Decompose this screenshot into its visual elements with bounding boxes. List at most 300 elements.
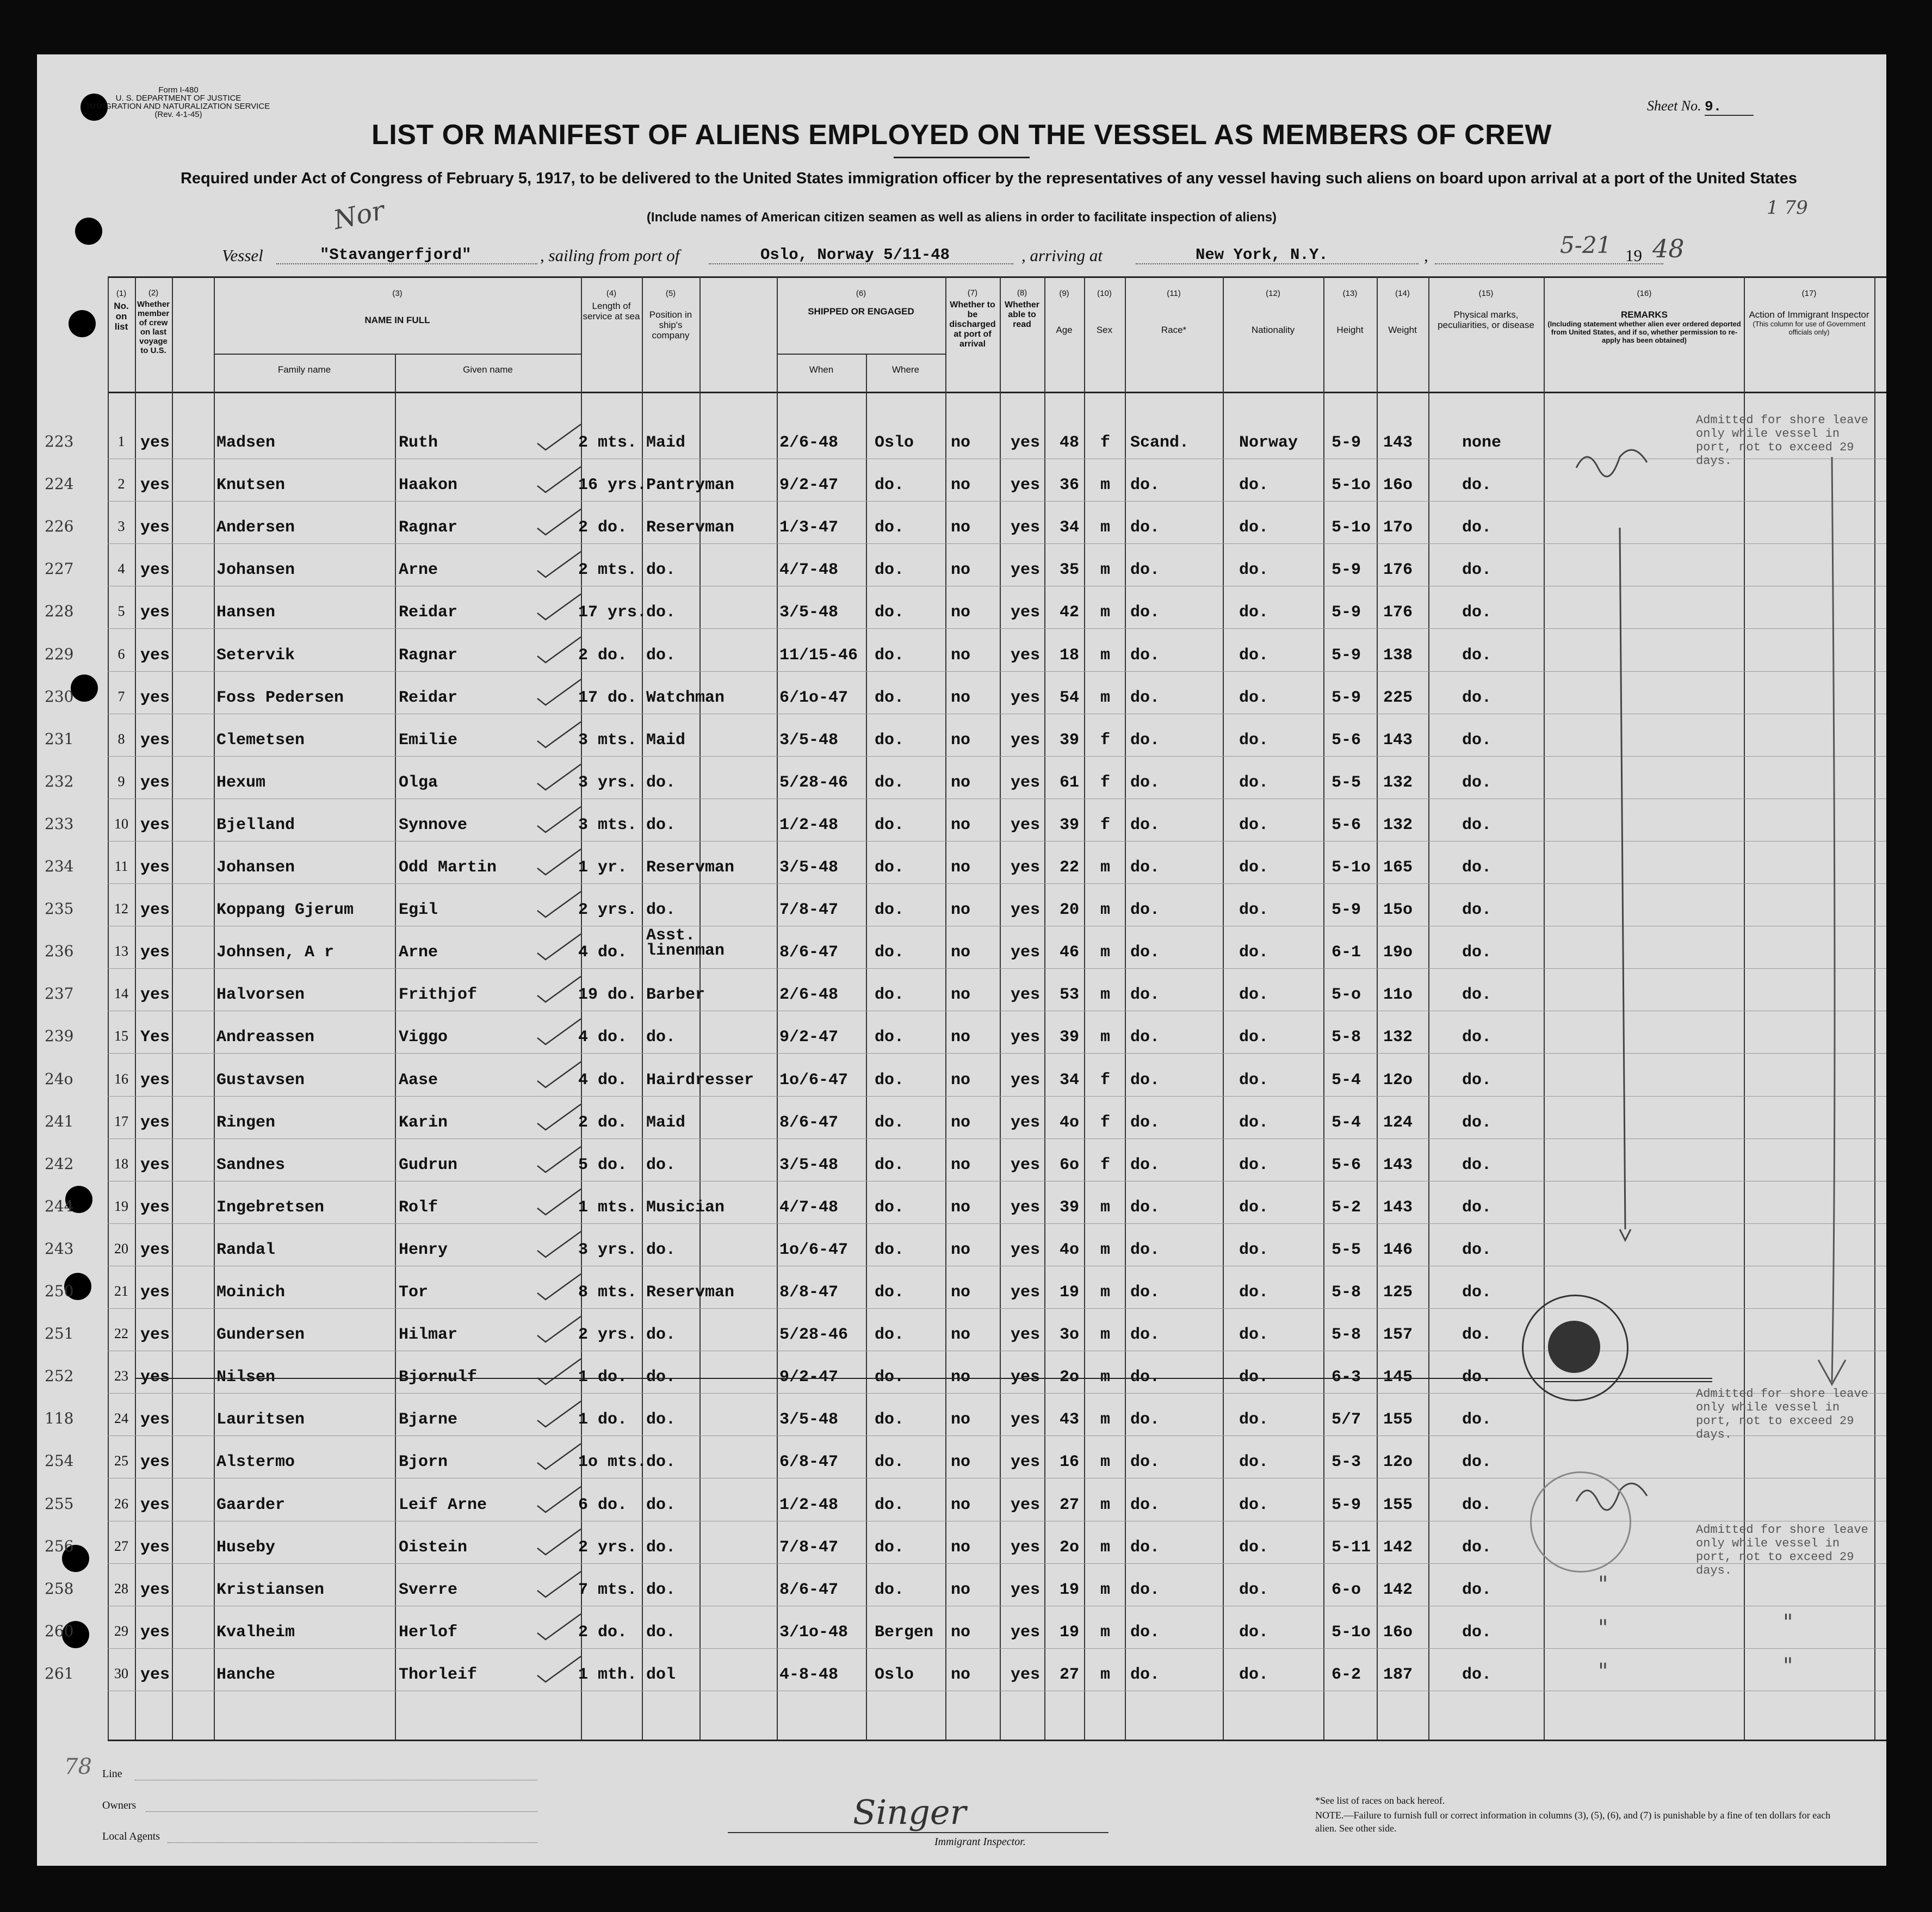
- left-row-number: 260: [45, 1622, 74, 1640]
- able-to-read: yes: [1011, 1538, 1041, 1557]
- remarks-admitted-3: Admitted for shore leave only while vessel in port, not to exceed 29 days.: [1696, 1523, 1868, 1577]
- shipped-where: do.: [875, 476, 905, 495]
- height: 6-1: [1332, 943, 1361, 962]
- left-row-number: 227: [45, 560, 74, 578]
- age: 39: [1060, 1028, 1080, 1047]
- able-to-read: yes: [1011, 1495, 1041, 1514]
- weight: 143: [1383, 731, 1413, 750]
- nationality: do.: [1239, 773, 1269, 792]
- physical-marks: do.: [1462, 561, 1492, 580]
- col-rule: [135, 276, 136, 1740]
- age: 39: [1060, 1198, 1080, 1217]
- crew-last-voyage: yes: [140, 1623, 170, 1642]
- sex: m: [1100, 943, 1111, 962]
- discharged: no: [951, 434, 971, 452]
- sex: f: [1100, 1071, 1111, 1090]
- family-name: Andersen: [216, 518, 295, 537]
- left-row-number: 235: [45, 900, 74, 918]
- sex: m: [1100, 476, 1111, 495]
- shipped-when: 3/5-48: [779, 603, 839, 622]
- left-row-number: 258: [45, 1579, 74, 1598]
- crew-last-voyage: yes: [140, 986, 170, 1005]
- sheet-number-value: 9.: [1705, 98, 1754, 116]
- crew-last-voyage: yes: [140, 1071, 170, 1090]
- discharged: no: [951, 561, 971, 580]
- check-mark-icon: [535, 1526, 584, 1559]
- position: do.: [646, 1028, 676, 1047]
- row-number: 15: [114, 1028, 128, 1044]
- nationality: do.: [1239, 1113, 1269, 1132]
- position: do.: [646, 1538, 676, 1557]
- crew-last-voyage: yes: [140, 815, 170, 834]
- row-number: 17: [114, 1113, 128, 1129]
- age: 19: [1060, 1580, 1080, 1599]
- position: dol: [646, 1665, 676, 1684]
- page-title: LIST OR MANIFEST OF ALIENS EMPLOYED ON THE VESSEL AS MEMBERS OF CREW: [371, 119, 1552, 151]
- shipped-where: do.: [875, 1580, 905, 1599]
- race: do.: [1130, 1580, 1160, 1599]
- nationality: do.: [1239, 518, 1269, 537]
- given-name: Odd Martin: [399, 858, 497, 877]
- given-name: Ruth: [399, 434, 438, 452]
- able-to-read: yes: [1011, 731, 1041, 750]
- weight: 125: [1383, 1283, 1413, 1302]
- nationality: do.: [1239, 561, 1269, 580]
- shipped-where: do.: [875, 1368, 905, 1387]
- weight: 138: [1383, 646, 1413, 665]
- length-of-service: 2 do.: [578, 1113, 628, 1132]
- shipped-when: 5/28-46: [779, 1326, 849, 1345]
- given-name: Frithjof: [399, 986, 478, 1005]
- age: 4o: [1060, 1240, 1080, 1259]
- crew-last-voyage: yes: [140, 1580, 170, 1599]
- col-rule: [1000, 276, 1001, 1740]
- sex: f: [1100, 434, 1111, 452]
- shipped-where: do.: [875, 603, 905, 622]
- race: do.: [1130, 1410, 1160, 1430]
- left-row-number: 255: [45, 1494, 74, 1513]
- race: do.: [1130, 646, 1160, 665]
- sex: m: [1100, 688, 1111, 707]
- check-mark-icon: [535, 1186, 584, 1219]
- header-col-2: (2) Whether member of crew on last voyage to U.S.: [137, 288, 170, 355]
- local-agents-label: Local Agents: [102, 1830, 160, 1842]
- race: do.: [1130, 1283, 1160, 1302]
- race: do.: [1130, 1155, 1160, 1174]
- header-col-4: (4) Length of service at sea: [583, 289, 640, 321]
- race: do.: [1130, 986, 1160, 1005]
- given-name: Bjorn: [399, 1453, 448, 1472]
- shipped-where: do.: [875, 1410, 905, 1430]
- check-mark-icon: [535, 422, 584, 454]
- sailing-port: Oslo, Norway 5/11-48: [760, 246, 950, 264]
- height: 5-9: [1332, 603, 1361, 622]
- shipped-where: Oslo: [875, 434, 914, 452]
- col-rule: [214, 276, 215, 1740]
- weight: 15o: [1383, 901, 1413, 920]
- family-name: Gaarder: [216, 1495, 286, 1514]
- position: do.: [646, 773, 676, 792]
- height: 5-9: [1332, 688, 1361, 707]
- col-rule: [945, 276, 946, 1740]
- discharged: no: [951, 986, 971, 1005]
- given-name: Thorleif: [399, 1665, 478, 1684]
- left-row-number: 234: [45, 857, 74, 875]
- able-to-read: yes: [1011, 434, 1041, 452]
- height: 5-8: [1332, 1028, 1361, 1047]
- check-mark-icon: [535, 804, 584, 837]
- shipped-where: do.: [875, 1283, 905, 1302]
- left-row-number: 252: [45, 1367, 74, 1385]
- age: 19: [1060, 1623, 1080, 1642]
- race: do.: [1130, 518, 1160, 537]
- discharged: no: [951, 731, 971, 750]
- check-mark-icon: [535, 889, 584, 921]
- sex: f: [1100, 1113, 1111, 1132]
- height: 6-3: [1332, 1368, 1361, 1387]
- physical-marks: do.: [1462, 1326, 1492, 1345]
- able-to-read: yes: [1011, 603, 1041, 622]
- given-name: Henry: [399, 1240, 448, 1259]
- nationality: do.: [1239, 1198, 1269, 1217]
- height: 6-2: [1332, 1665, 1361, 1684]
- length-of-service: 2 mts.: [578, 561, 637, 580]
- row-number: 21: [114, 1283, 128, 1299]
- weight: 157: [1383, 1326, 1413, 1345]
- given-name: Arne: [399, 943, 438, 962]
- weight: 225: [1383, 688, 1413, 707]
- shipped-when: 5/28-46: [779, 773, 849, 792]
- able-to-read: yes: [1011, 943, 1041, 962]
- age: 2o: [1060, 1538, 1080, 1557]
- shipped-when: 8/6-47: [779, 1113, 839, 1132]
- discharged: no: [951, 1113, 971, 1132]
- height: 5-2: [1332, 1198, 1361, 1217]
- position: do.: [646, 1155, 676, 1174]
- able-to-read: yes: [1011, 773, 1041, 792]
- length-of-service: 7 mts.: [578, 1580, 637, 1599]
- check-mark-icon: [535, 464, 584, 497]
- able-to-read: yes: [1011, 1665, 1041, 1684]
- able-to-read: yes: [1011, 1028, 1041, 1047]
- consular-stamp: [1522, 1295, 1628, 1401]
- form-line: IMMIGRATION AND NATURALIZATION SERVICE: [86, 102, 270, 111]
- position: Maid: [646, 1113, 686, 1132]
- physical-marks: do.: [1462, 1538, 1492, 1557]
- length-of-service: 2 yrs.: [578, 1326, 637, 1345]
- punch-hole: [69, 310, 96, 337]
- able-to-read: yes: [1011, 646, 1041, 665]
- height: 5-1o: [1332, 1623, 1371, 1642]
- sex: m: [1100, 858, 1111, 877]
- row-number: 9: [117, 773, 125, 789]
- position: do.: [646, 646, 676, 665]
- physical-marks: do.: [1462, 986, 1492, 1005]
- left-row-number: 239: [45, 1027, 74, 1045]
- inspector-label: Immigrant Inspector.: [934, 1836, 1026, 1848]
- length-of-service: 1 do.: [578, 1410, 628, 1430]
- weight: 132: [1383, 1028, 1413, 1047]
- family-name: Sandnes: [216, 1155, 286, 1174]
- able-to-read: yes: [1011, 561, 1041, 580]
- age: 19: [1060, 1283, 1080, 1302]
- physical-marks: do.: [1462, 1623, 1492, 1642]
- left-row-number: 237: [45, 985, 74, 1003]
- race: do.: [1130, 1623, 1160, 1642]
- age: 27: [1060, 1495, 1080, 1514]
- height: 5-o: [1332, 986, 1361, 1005]
- check-mark-icon: [535, 762, 584, 794]
- given-name: Herlof: [399, 1623, 458, 1642]
- ditto-mark: ": [1598, 1572, 1608, 1597]
- row-number: 23: [114, 1368, 128, 1384]
- left-row-number: 254: [45, 1452, 74, 1470]
- shipped-when: 8/8-47: [779, 1283, 839, 1302]
- given-name: Oistein: [399, 1538, 468, 1557]
- height: 5-1o: [1332, 518, 1371, 537]
- race: do.: [1130, 603, 1160, 622]
- age: 3o: [1060, 1326, 1080, 1345]
- able-to-read: yes: [1011, 858, 1041, 877]
- family-name: Gustavsen: [216, 1071, 305, 1090]
- able-to-read: yes: [1011, 1071, 1041, 1090]
- row-number: 27: [114, 1538, 128, 1554]
- weight: 124: [1383, 1113, 1413, 1132]
- left-row-number: 232: [45, 772, 74, 790]
- family-name: Moinich: [216, 1283, 286, 1302]
- form-line: (Rev. 4-1-45): [154, 110, 202, 119]
- family-name: Kristiansen: [216, 1580, 325, 1599]
- shipped-where: Oslo: [875, 1665, 914, 1684]
- height: 5-1o: [1332, 858, 1371, 877]
- physical-marks: do.: [1462, 1113, 1492, 1132]
- height: 5-9: [1332, 646, 1361, 665]
- nationality: do.: [1239, 1665, 1269, 1684]
- given-name: Hilmar: [399, 1326, 458, 1345]
- family-name: Huseby: [216, 1538, 276, 1557]
- family-name: Bjelland: [216, 815, 295, 834]
- discharged: no: [951, 1495, 971, 1514]
- given-name: Ragnar: [399, 518, 458, 537]
- left-row-number: 233: [45, 814, 74, 833]
- height: 5-9: [1332, 561, 1361, 580]
- name-sub-rule: [214, 354, 581, 355]
- race: do.: [1130, 858, 1160, 877]
- given-name: Egil: [399, 901, 438, 920]
- family-name: Gundersen: [216, 1326, 305, 1345]
- sex: m: [1100, 1623, 1111, 1642]
- weight: 176: [1383, 561, 1413, 580]
- shipped-when: 7/8-47: [779, 1538, 839, 1557]
- able-to-read: yes: [1011, 1198, 1041, 1217]
- length-of-service: 19 do.: [578, 986, 637, 1005]
- race-note: *See list of races on back hereof.: [1315, 1795, 1445, 1806]
- check-mark-icon: [535, 1441, 584, 1474]
- col-rule: [395, 354, 396, 1740]
- length-of-service: 5 do.: [578, 1155, 628, 1174]
- length-of-service: 6 do.: [578, 1495, 628, 1514]
- row-number: 3: [117, 518, 125, 535]
- left-row-number: 243: [45, 1239, 74, 1258]
- sex: m: [1100, 1283, 1111, 1302]
- family-name: Ringen: [216, 1113, 276, 1132]
- header-col-1: (1) No. on list: [114, 289, 129, 332]
- position: Maid: [646, 731, 686, 750]
- check-mark-icon: [535, 1356, 584, 1389]
- given-name: Tor: [399, 1283, 429, 1302]
- length-of-service: 8 mts.: [578, 1283, 637, 1302]
- race: do.: [1130, 815, 1160, 834]
- physical-marks: none: [1462, 434, 1502, 452]
- requirement-text: Required under Act of Congress of February 5, 1917, to be delivered to the United States immigration officer by the representatives of any vessel having such aliens on board upon arrival at a port of the United States: [180, 170, 1798, 187]
- position: do.: [646, 1368, 676, 1387]
- given-name: Synnove: [399, 815, 468, 834]
- nationality: do.: [1239, 1368, 1269, 1387]
- sex: m: [1100, 986, 1111, 1005]
- crew-last-voyage: Yes: [140, 1028, 170, 1047]
- shipped-when: 4/7-48: [779, 1198, 839, 1217]
- length-of-service: 4 do.: [578, 943, 628, 962]
- check-mark-icon: [535, 1654, 584, 1686]
- check-mark-icon: [535, 1271, 584, 1304]
- col-rule: [1428, 276, 1429, 1740]
- nationality: do.: [1239, 1495, 1269, 1514]
- physical-marks: do.: [1462, 476, 1492, 495]
- height: 5-5: [1332, 1240, 1361, 1259]
- nationality: do.: [1239, 476, 1269, 495]
- row-number: 10: [114, 815, 128, 832]
- able-to-read: yes: [1011, 986, 1041, 1005]
- crew-last-voyage: yes: [140, 603, 170, 622]
- shipped-where: do.: [875, 1113, 905, 1132]
- shipped-when: 3/5-48: [779, 731, 839, 750]
- shipped-when: 7/8-47: [779, 901, 839, 920]
- remarks-admitted-1: Admitted for shore leave only while vessel in port, not to exceed 29 days.: [1696, 413, 1868, 468]
- physical-marks: do.: [1462, 1368, 1492, 1387]
- weight: 142: [1383, 1538, 1413, 1557]
- left-row-number: 251: [45, 1325, 74, 1343]
- position: Barber: [646, 986, 705, 1005]
- discharged: no: [951, 476, 971, 495]
- year-prefix: 19: [1625, 246, 1642, 265]
- family-name: Clemetsen: [216, 731, 305, 750]
- sex: f: [1100, 731, 1111, 750]
- sex: m: [1100, 1580, 1111, 1599]
- race: do.: [1130, 1198, 1160, 1217]
- shipped-where: Bergen: [875, 1623, 934, 1642]
- physical-marks: do.: [1462, 858, 1492, 877]
- crew-last-voyage: yes: [140, 1113, 170, 1132]
- length-of-service: 3 mts.: [578, 815, 637, 834]
- discharged: no: [951, 1580, 971, 1599]
- physical-marks: do.: [1462, 1580, 1492, 1599]
- nationality: do.: [1239, 943, 1269, 962]
- able-to-read: yes: [1011, 1326, 1041, 1345]
- family-name: Halvorsen: [216, 986, 305, 1005]
- able-to-read: yes: [1011, 476, 1041, 495]
- shipped-when: 1/2-48: [779, 815, 839, 834]
- shipped-when: 6/1o-47: [779, 688, 849, 707]
- family-name: Madsen: [216, 434, 276, 452]
- race: do.: [1130, 943, 1160, 962]
- col-rule: [866, 354, 867, 1740]
- row-number: 24: [114, 1410, 128, 1427]
- shipped-where: do.: [875, 1198, 905, 1217]
- discharged: no: [951, 815, 971, 834]
- age: 35: [1060, 561, 1080, 580]
- nationality: do.: [1239, 1538, 1269, 1557]
- left-row-number: 241: [45, 1112, 74, 1130]
- discharged: no: [951, 1538, 971, 1557]
- family-name: Johnsen, A r: [216, 943, 335, 962]
- shipped-where: do.: [875, 1326, 905, 1345]
- height: 5-4: [1332, 1071, 1361, 1090]
- left-row-number: 250: [45, 1282, 74, 1300]
- race: do.: [1130, 1071, 1160, 1090]
- weight: 176: [1383, 603, 1413, 622]
- nationality: do.: [1239, 986, 1269, 1005]
- discharged: no: [951, 1326, 971, 1345]
- nationality: do.: [1239, 603, 1269, 622]
- remarks-admitted-2: Admitted for shore leave only while vessel in port, not to exceed 29 days.: [1696, 1387, 1868, 1441]
- family-name: Kvalheim: [216, 1623, 295, 1642]
- able-to-read: yes: [1011, 688, 1041, 707]
- crew-last-voyage: yes: [140, 561, 170, 580]
- shipped-where: do.: [875, 858, 905, 877]
- position: do.: [646, 1240, 676, 1259]
- check-mark-icon: [535, 931, 584, 964]
- row-number: 5: [117, 603, 125, 620]
- physical-marks: do.: [1462, 731, 1492, 750]
- family-name: Hansen: [216, 603, 276, 622]
- header-col-6: (6) SHIPPED OR ENGAGED: [808, 289, 914, 317]
- col-rule: [777, 276, 778, 1740]
- able-to-read: yes: [1011, 518, 1041, 537]
- discharged: no: [951, 1198, 971, 1217]
- col-rule: [699, 276, 701, 1740]
- family-name: Lauritsen: [216, 1410, 305, 1430]
- header-col-7: (7) Whether to be discharged at port of arrival: [949, 288, 996, 349]
- crew-last-voyage: yes: [140, 773, 170, 792]
- weight: 17o: [1383, 518, 1413, 537]
- left-row-number: 118: [45, 1409, 74, 1428]
- sex: m: [1100, 901, 1111, 920]
- shipped-when: 1/2-48: [779, 1495, 839, 1514]
- able-to-read: yes: [1011, 1453, 1041, 1472]
- weight: 19o: [1383, 943, 1413, 962]
- check-mark-icon: [535, 549, 584, 581]
- sheet-number: [1647, 98, 1754, 116]
- height: 5-1o: [1332, 476, 1371, 495]
- age: 39: [1060, 731, 1080, 750]
- manifest-sheet: [37, 54, 1886, 1866]
- length-of-service: 1 mts.: [578, 1198, 637, 1217]
- check-mark-icon: [535, 591, 584, 624]
- nationality: Norway: [1239, 434, 1298, 452]
- length-of-service: 2 yrs.: [578, 1538, 637, 1557]
- position: do.: [646, 1580, 676, 1599]
- age: 39: [1060, 815, 1080, 834]
- shipped-when: 9/2-47: [779, 1368, 839, 1387]
- vessel-line: Vessel "Stavangerfjord" , sailing from port of Oslo, Norway 5/11-48 , arriving at New York, N.Y. , 5-21 19 48: [222, 232, 1685, 265]
- discharged: no: [951, 688, 971, 707]
- nationality: do.: [1239, 1410, 1269, 1430]
- given-name: Karin: [399, 1113, 448, 1132]
- height: 6-o: [1332, 1580, 1361, 1599]
- row-number: 22: [114, 1326, 128, 1342]
- race: do.: [1130, 1665, 1160, 1684]
- check-mark-icon: [535, 1016, 584, 1049]
